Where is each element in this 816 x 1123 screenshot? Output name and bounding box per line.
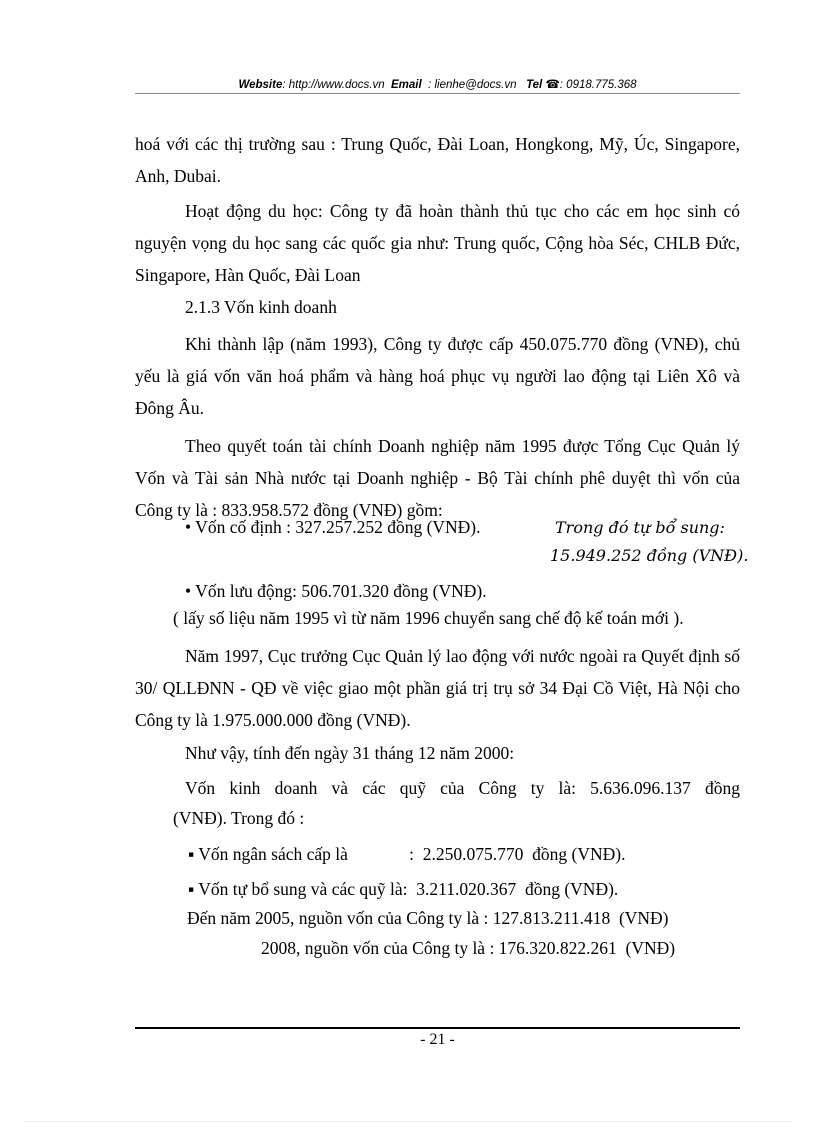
paragraph-1997-decision: Năm 1997, Cục trưởng Cục Quản lý lao động với nước ngoài ra Quyết định số 30/ QLLĐNN - QĐ về việc giao một phần giá trị trụ sở 34 Đại Cồ Việt, Hà Nội cho Công ty là 1.975.000.000 đồng (VNĐ). [135,646,740,730]
paragraph-export-markets: hoá với các thị trường sau : Trung Quốc, Đài Loan, Hongkong, Mỹ, Úc, Singapore, Anh, Dubai. [135,134,740,186]
working-capital-item: • Vốn lưu động: 506.701.320 đồng (VNĐ). [185,581,487,601]
email-label: Email [391,79,422,91]
capital-2008: 2008, nguồn vốn của Công ty là : 176.320.822.261 (VNĐ) [261,938,676,958]
self-capital-item: ▪ Vốn tự bổ sung và các quỹ là: 3.211.020.367 đồng (VNĐ). [188,879,619,899]
paragraph-founding-capital: Khi thành lập (năm 1993), Công ty được cấp 450.075.770 đồng (VNĐ), chủ yếu là giá vốn văn hoá phẩm và hàng hoá phục vụ người lao động tại Liên Xô và Đông Âu. [135,334,740,418]
page-bottom-border [25,1121,791,1122]
section-heading: 2.1.3 Vốn kinh doanh [185,297,337,317]
document-body [135,128,740,526]
paragraph-summary-2000: Như vậy, tính đến ngày 31 tháng 12 năm 2000: [185,743,515,763]
capital-2005: Đến năm 2005, nguồn vốn của Công ty là : 127.813.211.418 (VNĐ) [187,908,669,928]
business-capital-line2: (VNĐ). Trong đó : [173,808,305,828]
data-source-note: ( lấy số liệu năm 1995 vì từ năm 1996 chuyển sang chế độ kế toán mới ). [173,608,684,628]
paragraph-1995-settlement: Theo quyết toán tài chính Doanh nghiệp năm 1995 được Tổng Cục Quản lý Vốn và Tài sản Nhà nước tại Doanh nghiệp - Bộ Tài chính phê duyệt thì vốn của Công ty là : 833.958.572 đồng (VNĐ) gồm: [135,436,740,520]
website-label: Website [238,79,283,91]
paragraph-study-abroad: Hoạt động du học: Công ty đã hoàn thành thủ tục cho các em học sinh có nguyện vọng du học sang các quốc gia như: Trung quốc, Cộng hòa Séc, CHLB Đức, Singapore, Hàn Quốc, Đài Loan [135,201,740,285]
tel-label: Tel [526,79,543,91]
fixed-capital-note-line2: 15.949.252 đồng (VNĐ). [550,546,749,565]
budget-capital-item: ▪ Vốn ngân sách cấp là : 2.250.075.770 đồng (VNĐ). [188,844,626,864]
fixed-capital-note-line1: Trong đó tự bổ sung: [555,518,725,537]
page-number: - 21 - [420,1031,455,1048]
business-capital-line1: Vốn kinh doanh và các quỹ của Công ty là: 5.636.096.137 đồng [185,778,740,798]
document-body-continued [135,640,740,736]
telephone-icon: ☎ [545,79,560,91]
footer-divider [135,1027,740,1029]
fixed-capital-item: • Vốn cố định : 327.257.252 đồng (VNĐ). [185,517,481,537]
header-divider [135,93,740,94]
email-value: : lienhe@docs.vn [428,79,517,91]
website-value: : http://www.docs.vn [282,79,385,91]
page-header [135,77,740,91]
tel-value: : 0918.775.368 [559,79,637,91]
